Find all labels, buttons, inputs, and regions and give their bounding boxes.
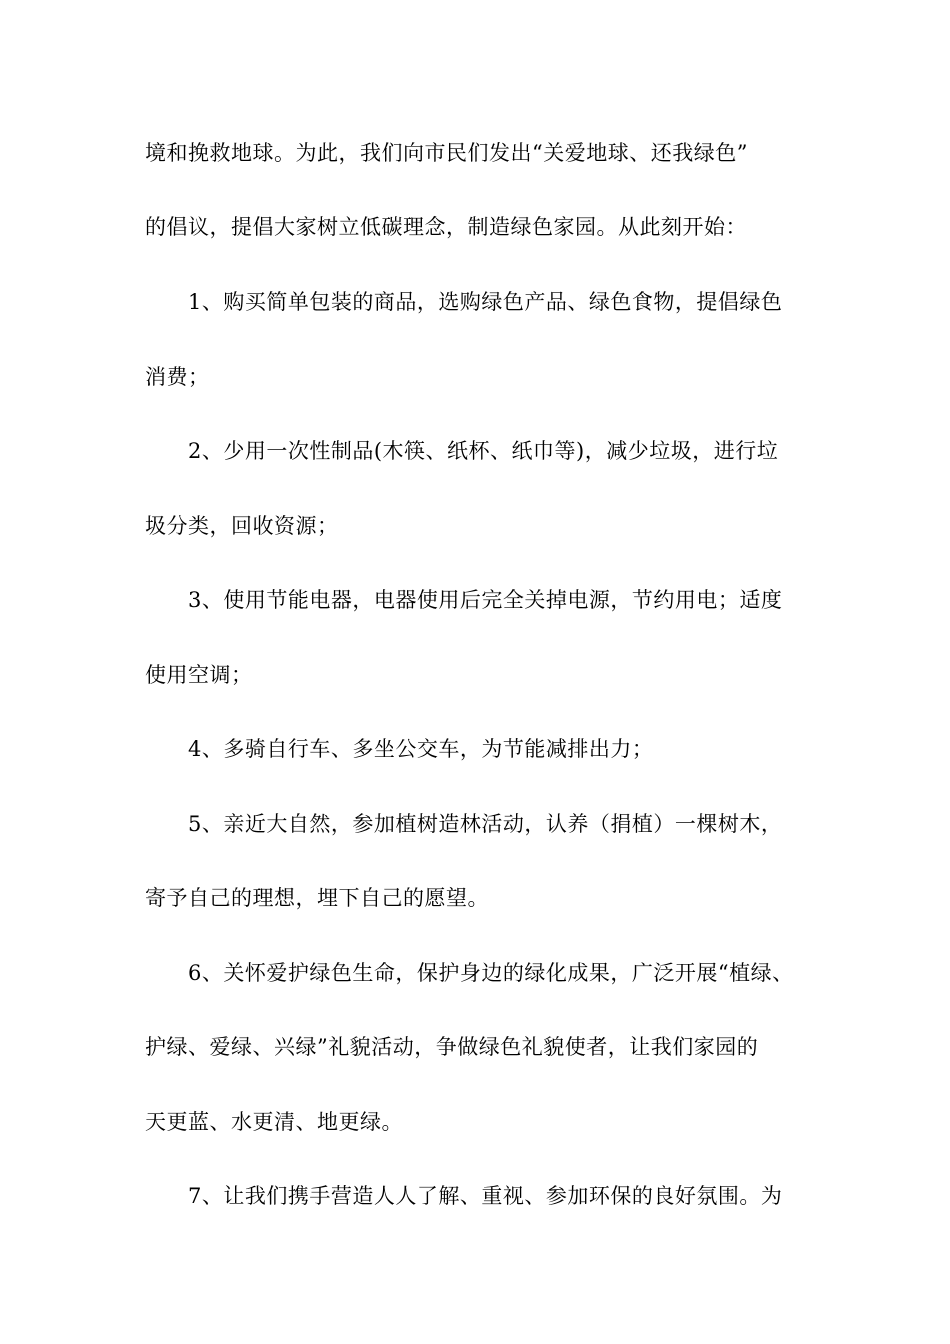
list-item-7-line-1: 7、让我们携手营造人人了解、重视、参加环保的良好氛围。为 [188, 1184, 783, 1208]
list-item-5-line-2: 寄予自己的理想，埋下自己的愿望。 [145, 886, 489, 910]
list-item-2-line-1: 2、少用一次性制品(木筷、纸杯、纸巾等)，减少垃圾，进行垃 [188, 439, 779, 463]
list-item-3-line-1: 3、使用节能电器，电器使用后完全关掉电源，节约用电；适度 [188, 588, 783, 612]
text-line-2: 的倡议，提倡大家树立低碳理念，制造绿色家园。从此刻开始： [145, 215, 747, 239]
list-item-5-line-1: 5、亲近大自然，参加植树造林活动，认养（捐植）一棵树木， [188, 812, 783, 836]
list-item-2-line-2: 圾分类，回收资源； [145, 514, 339, 538]
list-item-1-line-2: 消费； [145, 365, 210, 389]
text-line-1: 境和挽救地球。为此，我们向市民们发出“关爱地球、还我绿色” [145, 141, 748, 165]
list-item-3-line-2: 使用空调； [145, 663, 253, 687]
list-item-4-line-1: 4、多骑自行车、多坐公交车，为节能减排出力； [188, 737, 654, 761]
list-item-6-line-1: 6、关怀爱护绿色生命，保护身边的绿化成果，广泛开展“植绿、 [188, 961, 794, 985]
list-item-1-line-1: 1、购买简单包装的商品，选购绿色产品、绿色食物，提倡绿色 [188, 290, 783, 314]
list-item-6-line-2: 护绿、爱绿、兴绿”礼貌活动，争做绿色礼貌使者，让我们家园的 [145, 1035, 759, 1059]
list-item-6-line-3: 天更蓝、水更清、地更绿。 [145, 1110, 403, 1134]
